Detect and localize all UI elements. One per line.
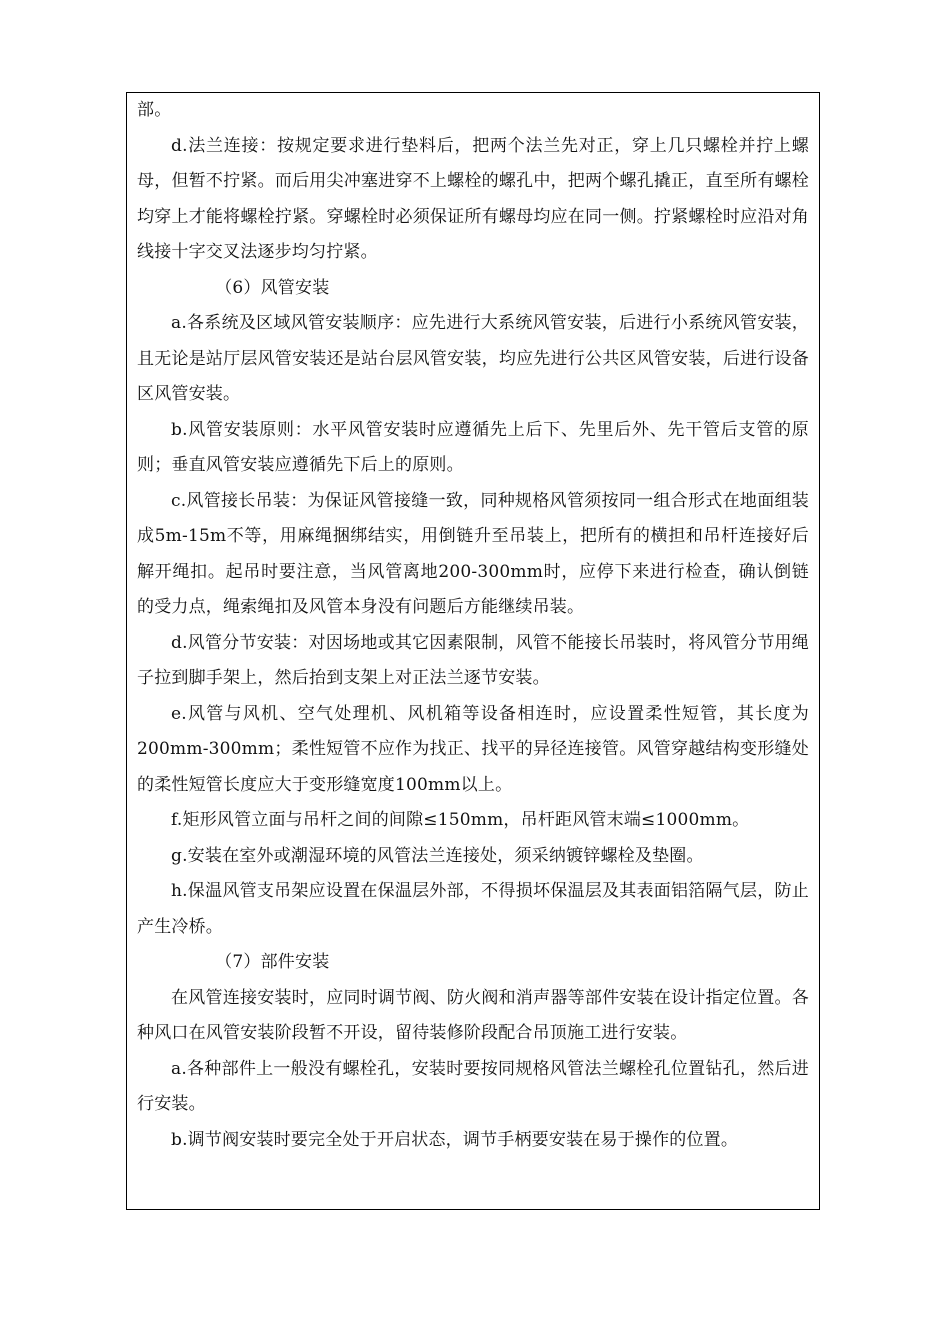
document-frame (126, 92, 820, 1210)
section-heading-component-installation: （7）部件安装 (215, 952, 330, 972)
paragraph-flexible-connector: e.风管与风机、空气处理机、风机箱等设备相连时，应设置柔性短管，其长度为200mm-300mm；柔性短管不应作为找正、找平的异径连接管。风管穿越结构变形缝处的柔性短管长度应大于变形缝宽度100mm以上。 (137, 703, 809, 795)
paragraph-component-positioning: 在风管连接安装时，应同时调节阀、防火阀和消声器等部件安装在设计指定位置。各种风口在风管安装阶段暂不开设，留待装修阶段配合吊顶施工进行安装。 (137, 987, 809, 1043)
paragraph-section-installation: d.风管分节安装：对因场地或其它因素限制，风管不能接长吊装时，将风管分节用绳子拉到脚手架上，然后抬到支架上对正法兰逐节安装。 (137, 632, 809, 688)
paragraph-insulated-support: h.保温风管支吊架应设置在保温层外部，不得损坏保温层及其表面铝箔隔气层，防止产生冷桥。 (137, 881, 809, 937)
paragraph-hanger-clearance: f.矩形风管立面与吊杆之间的间隙≤150mm，吊杆距风管末端≤1000mm。 (171, 810, 750, 830)
paragraph-damper-installation: b.调节阀安装时要完全处于开启状态，调节手柄要安装在易于操作的位置。 (171, 1129, 739, 1150)
paragraph-bolt-holes: a.各种部件上一般没有螺栓孔，安装时要按同规格风管法兰螺栓孔位置钻孔，然后进行安装。 (137, 1058, 809, 1114)
paragraph-flange-connection: d.法兰连接：按规定要求进行垫料后，把两个法兰先对正，穿上几只螺栓并拧上螺母，但暂不拧紧。而后用尖冲塞进穿不上螺栓的螺孔中，把两个螺孔撬正，直至所有螺栓均穿上才能将螺栓拧紧。穿螺栓时必须保证所有螺母均应在同一侧。拧紧螺栓时应沿对角线接十字交叉法逐步均匀拧紧。 (137, 135, 809, 262)
document-body (137, 93, 809, 1158)
paragraph-extended-hoisting: c.风管接长吊装：为保证风管接缝一致，同种规格风管须按同一组合形式在地面组装成5m-15m不等，用麻绳捆绑结实，用倒链升至吊装上，把所有的横担和吊杆连接好后解开绳扣。起吊时要注意，当风管离地200-300mm时，应停下来进行检查，确认倒链的受力点，绳索绳扣及风管本身没有问题后方能继续吊装。 (137, 490, 809, 617)
paragraph-outdoor-bolts: g.安装在室外或潮湿环境的风管法兰连接处，须采纳镀锌螺栓及垫圈。 (171, 845, 704, 866)
paragraph-installation-order: a.各系统及区域风管安装顺序：应先进行大系统风管安装，后进行小系统风管安装，且无论是站厅层风管安装还是站台层风管安装，均应先进行公共区风管安装，后进行设备区风管安装。 (137, 313, 809, 404)
paragraph-continuation: 部。 (137, 100, 172, 120)
section-heading-duct-installation: （6）风管安装 (215, 277, 330, 298)
paragraph-installation-principle: b.风管安装原则：水平风管安装时应遵循先上后下、先里后外、先干管后支管的原则；垂直风管安装应遵循先下后上的原则。 (137, 419, 809, 475)
